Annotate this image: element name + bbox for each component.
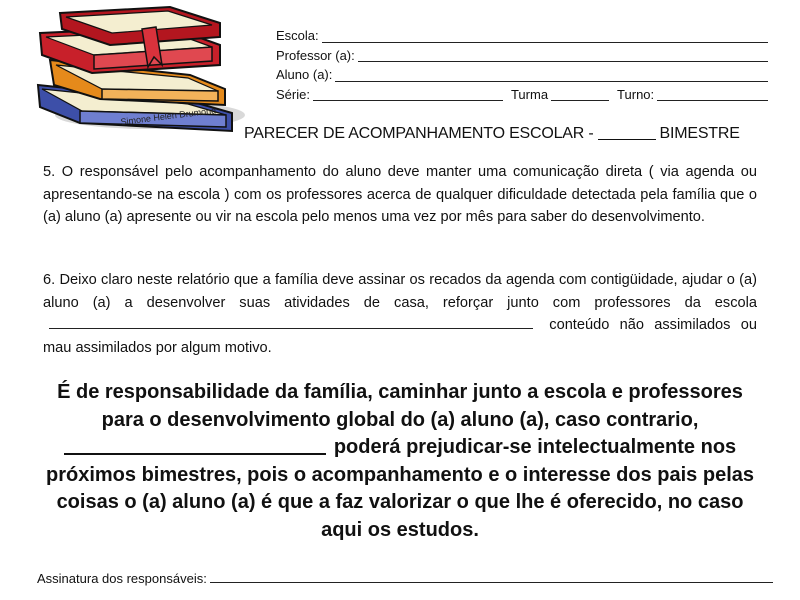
item-6-text: 6. Deixo claro neste relatório que a família deve assinar os recados da agenda com contigüidade, ajudar o (a) aluno (a) a desenvolver suas atividades de casa, reforçar junto com professores da escola	[43, 272, 757, 311]
item-6-text-end: conteúdo não assimilados ou mau assimilados por algum motivo.	[43, 317, 757, 356]
item-5-paragraph: 5. O responsável pelo acompanhamento do aluno deve manter uma comunicação direta ( via agenda ou apresentando-se na escola ) com os professores acerca de qualquer dificuldade detectada pela família que o (a) aluno (a) apresente ou vir na escola pelo menos uma vez por mês para saber do desenvolvimento.	[43, 164, 757, 225]
signature-label: Assinatura dos responsáveis:	[37, 571, 207, 586]
document-title	[244, 124, 740, 143]
item-6-blank[interactable]	[49, 315, 533, 329]
signature-field[interactable]	[210, 569, 773, 583]
aluno-label: Aluno (a):	[276, 67, 333, 82]
professor-field[interactable]	[358, 48, 768, 62]
aluno-row	[276, 65, 768, 85]
signature-row	[37, 569, 773, 586]
item-6-paragraph	[43, 269, 757, 359]
turno-label: Turno:	[617, 86, 655, 102]
title-suffix: BIMESTRE	[659, 125, 740, 142]
stack-of-books-logo	[20, 5, 245, 135]
statement-text-end: poderá prejudicar-se intelectualmente nos próximos bimestres, pois o acompanhamento e o interesse dos pais pelas coisas o (a) aluno (a) é que a faz valorizar o que lhe é oferecido, no caso aqui os estudos.	[46, 436, 754, 541]
serie-label: Série:	[276, 86, 310, 102]
responsibility-statement	[40, 379, 760, 544]
serie-row	[276, 85, 768, 105]
title-text: PARECER DE ACOMPANHAMENTO ESCOLAR -	[244, 125, 594, 142]
turma-label: Turma	[510, 86, 549, 102]
statement-text: É de responsabilidade da família, caminhar junto a escola e professores para o desenvolvimento global do (a) aluno (a), caso contrario,	[57, 381, 743, 431]
bimestre-blank[interactable]	[598, 124, 656, 140]
professor-label: Professor (a):	[276, 47, 355, 63]
escola-label: Escola:	[276, 28, 319, 43]
escola-row	[276, 26, 768, 46]
serie-field[interactable]	[313, 87, 503, 101]
aluno-field[interactable]	[335, 68, 768, 82]
header-fields	[276, 26, 768, 104]
logo-signature: Simone Helen Drumond	[120, 105, 217, 127]
professor-row	[276, 46, 768, 66]
escola-field[interactable]	[322, 29, 768, 43]
turno-field[interactable]	[657, 87, 768, 101]
turma-field[interactable]	[551, 87, 609, 101]
statement-blank[interactable]	[64, 436, 326, 455]
